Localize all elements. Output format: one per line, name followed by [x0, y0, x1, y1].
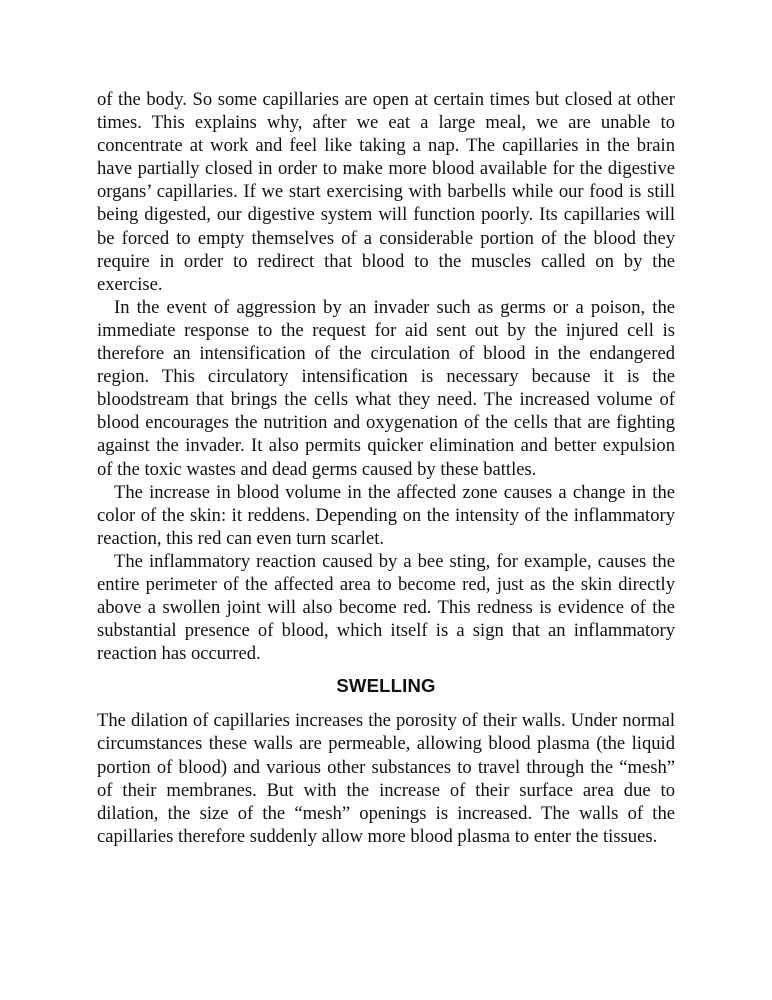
section-heading: SWELLING [336, 675, 436, 697]
paragraph-blood-volume: The increase in blood volume in the affected zone causes a change in the color of the skin: it reddens. Depending on the intensity of the inflammatory reaction, this red can even turn scarlet. [97, 481, 675, 549]
paragraph-dilation: The dilation of capillaries increases the porosity of their walls. Under normal circumstances these walls are permeable, allowing blood plasma (the liquid portion of blood) and various other substances to travel through the “mesh” of their membranes. But with the increase of their surface area due to dilation, the size of the “mesh” openings is increased. The walls of the capillaries therefore suddenly allow more blood plasma to enter the tissues. [97, 710, 675, 847]
paragraph-aggression: In the event of aggression by an invader such as germs or a poison, the immediate response to the request for aid sent out by the injured cell is therefore an intensification of the circulation of blood in the endangered region. This circulatory intensification is necessary because it is the bloodstream that brings the cells what they need. The increased volume of blood encourages the nutrition and oxygenation of the cells that are fighting against the invader. It also permits quicker elimination and better expulsion of the toxic wastes and dead germs caused by these battles. [97, 296, 675, 480]
paragraph-continued: of the body. So some capillaries are open at certain times but closed at other times. This explains why, after we eat a large meal, we are unable to concentrate at work and feel like taking a nap. The capillaries in the brain have partially closed in order to make more blood available for the digestive organs’ capillaries. If we start exercising with barbells while our food is still being digested, our digestive system will function poorly. Its capillaries will be forced to empty themselves of a considerable portion of the blood they require in order to redirect that blood to the muscles called on by the exercise. [97, 89, 675, 295]
paragraph-bee-sting: The inflammatory reaction caused by a bee sting, for example, causes the entire perimeter of the affected area to become red, just as the skin directly above a swollen joint will also become red. This redness is evidence of the substantial presence of blood, which itself is a sign that an inflammatory reaction has occurred. [97, 550, 675, 665]
document-page [97, 88, 675, 848]
